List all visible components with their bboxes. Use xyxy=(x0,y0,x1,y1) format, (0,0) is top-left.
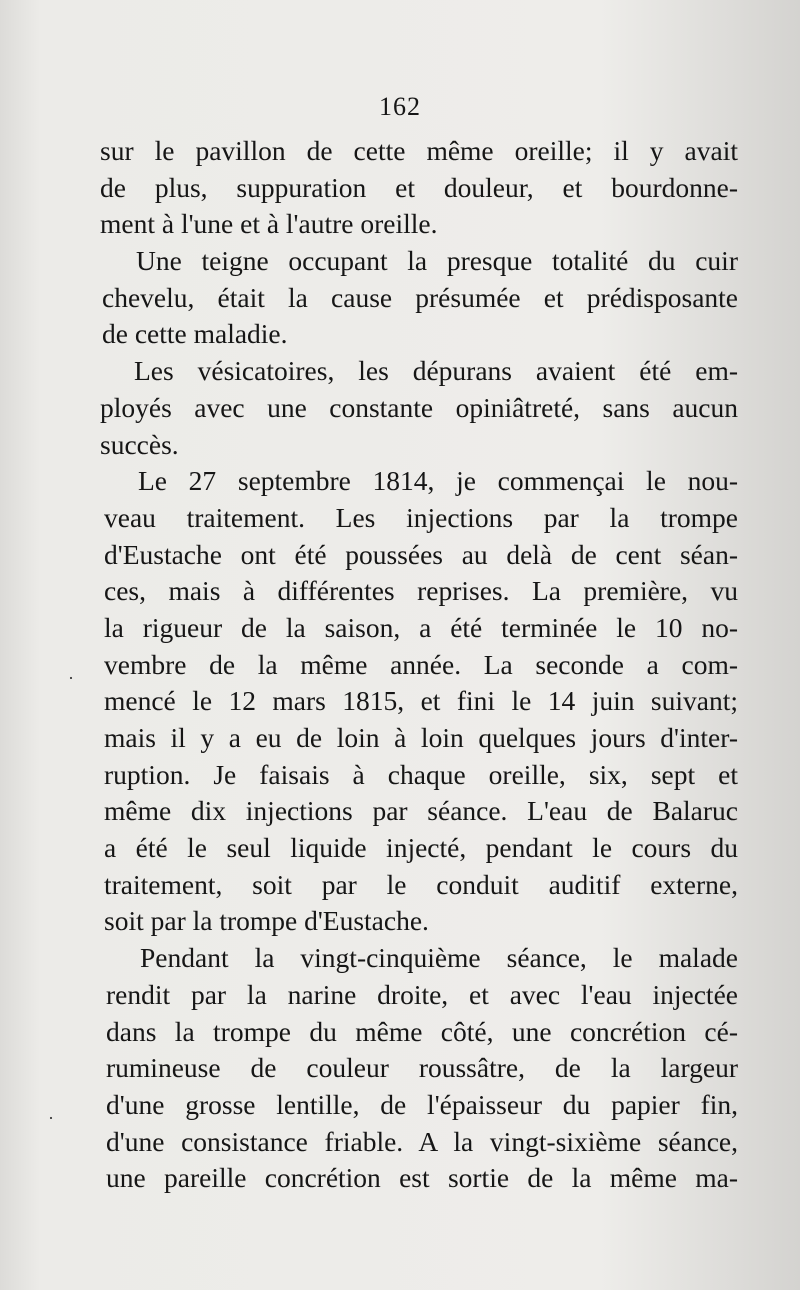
text-line: rendit par la narine droite, et avec l'eau injectée xyxy=(106,978,738,1010)
text-line: d'Eustache ont été poussées au delà de cent séan- xyxy=(104,538,738,570)
text-line: traitement, soit par le conduit auditif externe, xyxy=(104,868,738,900)
text-line: veau traitement. Les injections par la trompe xyxy=(104,501,738,533)
text-line: succès. xyxy=(100,428,179,460)
text-line: d'une consistance friable. A la vingt-sixième séance, xyxy=(106,1125,738,1157)
text-line: de cette maladie. xyxy=(102,318,288,350)
paragraph-2 xyxy=(100,243,738,353)
text-line: Le 27 septembre 1814, je commençai le nou- xyxy=(138,465,738,497)
text-line: de plus, suppuration et douleur, et bourdonne- xyxy=(100,171,738,203)
text-line: même dix injections par séance. L'eau de Balaruc xyxy=(104,795,738,827)
text-line: ment à l'une et à l'autre oreille. xyxy=(100,208,438,240)
text-line: Pendant la vingt-cinquième séance, le malade xyxy=(140,942,738,974)
text-line: ployés avec une constante opiniâtreté, sans aucun xyxy=(100,391,738,423)
text-line: mencé le 12 mars 1815, et fini le 14 juin suivant; xyxy=(104,685,738,717)
text-line: d'une grosse lentille, de l'épaisseur du papier fin, xyxy=(106,1088,738,1120)
paragraph-1 xyxy=(100,133,738,243)
paragraph-4 xyxy=(100,463,738,940)
page-number: 162 xyxy=(379,92,421,121)
text-line: vembre de la même année. La seconde a com- xyxy=(104,648,738,680)
paragraph-5 xyxy=(100,940,738,1197)
text-line: chevelu, était la cause présumée et prédisposante xyxy=(102,281,738,313)
margin-dot: · xyxy=(68,668,74,688)
text-line: a été le seul liquide injecté, pendant le cours du xyxy=(104,832,738,864)
body-text xyxy=(100,133,738,1197)
text-line: la rigueur de la saison, a été terminée le 10 no- xyxy=(104,611,738,643)
text-line: Une teigne occupant la presque totalité du cuir xyxy=(136,245,738,277)
text-line: mais il y a eu de loin à loin quelques jours d'inter- xyxy=(104,722,738,753)
text-line: une pareille concrétion est sortie de la même ma- xyxy=(106,1162,738,1194)
paragraph-3 xyxy=(100,353,738,463)
text-line: dans la trompe du même côté, une concrétion cé- xyxy=(106,1015,738,1047)
text-line: Les vésicatoires, les dépurans avaient été em- xyxy=(134,355,738,387)
margin-dot: · xyxy=(48,1108,54,1128)
text-line: ces, mais à différentes reprises. La première, vu xyxy=(104,575,738,607)
text-line: rumineuse de couleur roussâtre, de la largeur xyxy=(106,1052,738,1084)
text-line: ruption. Je faisais à chaque oreille, six, sept et xyxy=(104,758,738,790)
text-line: soit par la trompe d'Eustache. xyxy=(104,905,429,937)
text-line: sur le pavillon de cette même oreille; il y avait xyxy=(100,135,738,166)
